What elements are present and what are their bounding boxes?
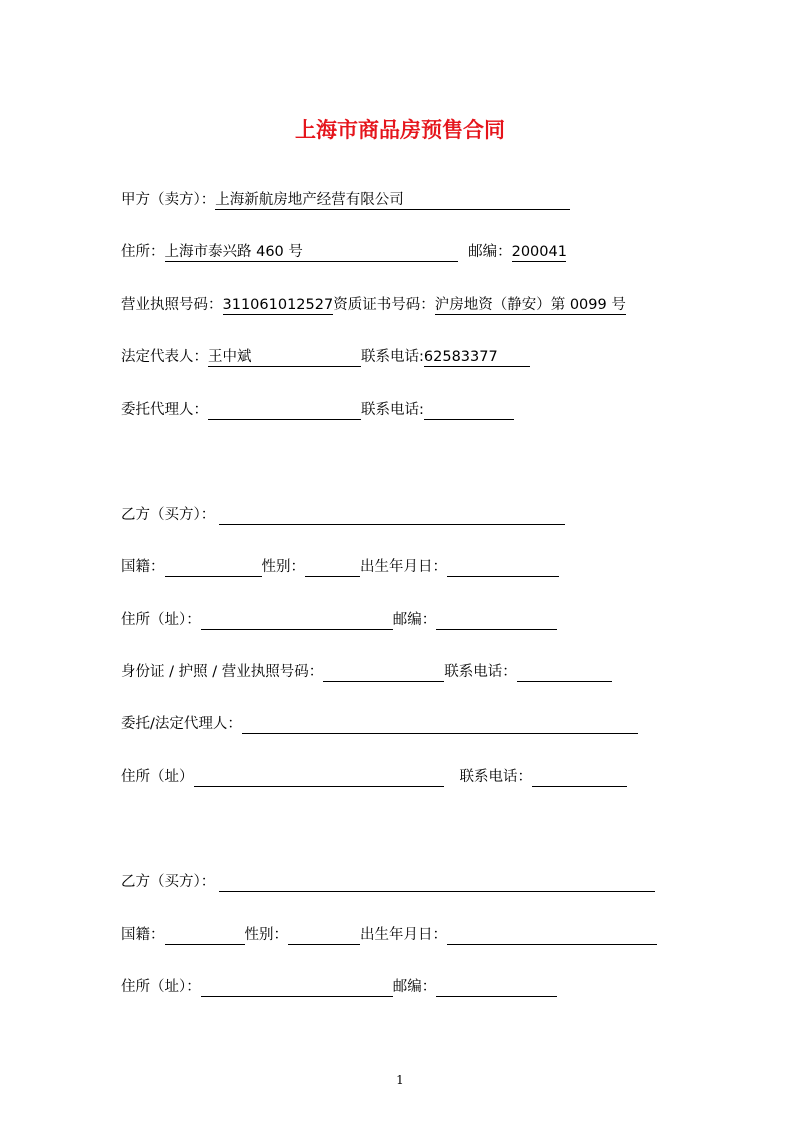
buyer1-agent-row [121, 714, 638, 734]
buyer1-party-label: 乙方（买方）： [121, 507, 216, 523]
buyer1-postcode-field[interactable] [436, 610, 557, 630]
buyer1-agent-address-field[interactable] [194, 767, 444, 787]
buyer1-agent-phone-field[interactable] [532, 767, 627, 787]
buyer2-nationality-row [121, 925, 657, 945]
seller-agent-phone-field[interactable] [424, 400, 514, 420]
buyer1-party-row [121, 505, 565, 525]
buyer1-gender-label: 性别： [261, 559, 305, 575]
buyer1-agent-field[interactable] [242, 714, 638, 734]
seller-legal-rep-field[interactable] [208, 347, 361, 367]
seller-license-field[interactable] [223, 295, 334, 315]
buyer1-nationality-row [121, 557, 559, 577]
buyer1-birth-label: 出生年月日： [360, 559, 447, 575]
buyer1-nationality-field[interactable] [165, 557, 262, 577]
buyer2-nationality-label: 国籍： [121, 927, 165, 943]
seller-party-value: 上海新航房地产经营有限公司 [215, 192, 404, 208]
buyer1-agent-label: 委托/法定代理人： [121, 716, 242, 732]
seller-party-field[interactable] [215, 190, 570, 210]
buyer2-address-field[interactable] [201, 977, 393, 997]
buyer2-party-label: 乙方（买方）： [121, 874, 216, 890]
buyer1-nationality-label: 国籍： [121, 559, 165, 575]
buyer2-postcode-field[interactable] [436, 977, 557, 997]
seller-legal-rep-value: 王中斌 [208, 349, 252, 365]
seller-legal-rep-row [121, 347, 530, 367]
buyer1-agent-address-row [121, 767, 627, 787]
buyer2-gender-field[interactable] [288, 925, 360, 945]
seller-license-label: 营业执照号码： [121, 297, 223, 313]
buyer1-address-field[interactable] [201, 610, 393, 630]
buyer1-agent-phone-label: 联系电话： [459, 769, 532, 785]
buyer1-party-field[interactable] [219, 505, 565, 525]
seller-phone-field[interactable] [424, 347, 530, 367]
buyer1-birth-field[interactable] [447, 557, 559, 577]
buyer2-party-row [121, 872, 655, 892]
buyer1-agent-address-label: 住所（址） [121, 769, 194, 785]
buyer2-address-row [121, 977, 557, 997]
seller-postcode-label: 邮编： [468, 244, 512, 260]
buyer2-postcode-label: 邮编： [392, 979, 437, 995]
buyer1-id-field[interactable] [323, 662, 444, 682]
seller-cert-label: 资质证书号码： [333, 297, 435, 313]
seller-address-field[interactable] [165, 242, 458, 262]
contract-title: 上海市商品房预售合同 [295, 118, 505, 142]
seller-agent-phone-label: 联系电话: [361, 402, 424, 418]
page-number: 1 [396, 1073, 404, 1087]
seller-agent-field[interactable] [208, 400, 361, 420]
seller-address-label: 住所： [121, 244, 165, 260]
buyer1-postcode-label: 邮编： [392, 612, 437, 628]
buyer2-birth-field[interactable] [447, 925, 657, 945]
seller-agent-row [121, 400, 514, 420]
buyer2-gender-label: 性别： [244, 927, 288, 943]
buyer1-gender-field[interactable] [305, 557, 360, 577]
seller-party-row [121, 190, 570, 210]
buyer2-birth-label: 出生年月日： [360, 927, 447, 943]
buyer2-address-label: 住所（址）： [121, 979, 201, 995]
buyer2-party-field[interactable] [219, 872, 655, 892]
buyer1-address-label: 住所（址）： [121, 612, 201, 628]
seller-cert-field[interactable] [435, 295, 626, 315]
buyer1-phone-field[interactable] [517, 662, 612, 682]
buyer1-id-label: 身份证 / 护照 / 营业执照号码： [121, 664, 324, 680]
buyer1-address-row [121, 610, 557, 630]
seller-cert-value: 沪房地资（静安）第 0099 号 [434, 297, 626, 313]
seller-agent-label: 委托代理人： [121, 402, 208, 418]
buyer2-nationality-field[interactable] [165, 925, 245, 945]
seller-phone-label: 联系电话: [361, 349, 424, 365]
seller-postcode-field[interactable] [512, 242, 566, 262]
seller-license-value: 311061012527 [222, 297, 334, 313]
seller-phone-value: 62583377 [423, 349, 498, 365]
buyer1-id-row [121, 662, 612, 682]
buyer1-phone-label: 联系电话： [444, 664, 517, 680]
seller-postcode-value: 200041 [511, 244, 567, 260]
seller-address-row [121, 242, 566, 262]
seller-party-label: 甲方（卖方）： [121, 192, 216, 208]
seller-license-row [121, 295, 626, 315]
seller-address-value: 上海市泰兴路 460 号 [164, 244, 303, 260]
seller-legal-rep-label: 法定代表人： [121, 349, 208, 365]
